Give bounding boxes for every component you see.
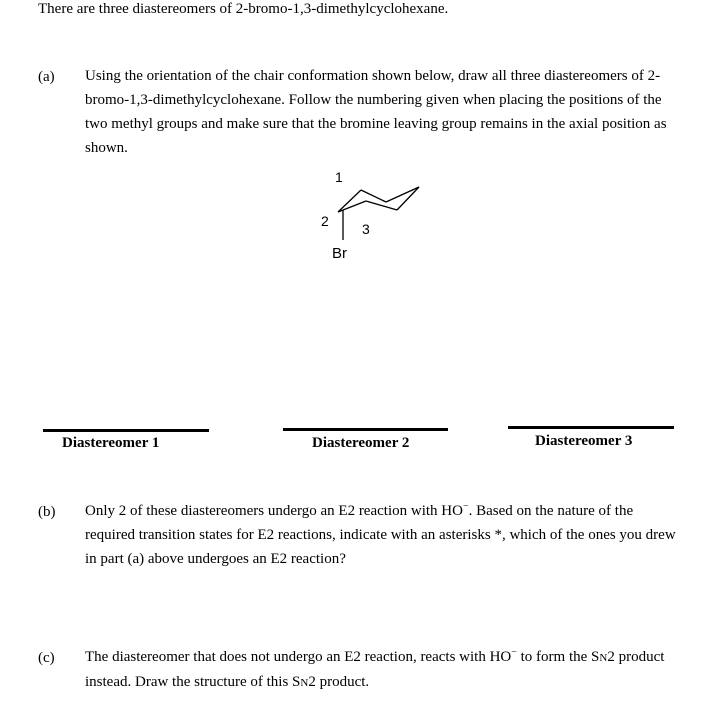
carbon-3-label: 3 <box>362 221 370 237</box>
part-c-text-1: The diastereomer that does not undergo an E2 reaction, reacts with HO <box>85 649 512 665</box>
diastereomer-3-label: Diastereomer 3 <box>535 433 633 449</box>
hydroxide-charge: − <box>511 647 517 658</box>
ring-bond <box>338 201 366 212</box>
part-b-text-2: . Based on the nature of the required transition states for E2 reactions, indicate with an asterisks *, which of the ones you drew in part (a) above undergoes an E2 reaction? <box>85 503 676 567</box>
bromine-label: Br <box>332 245 347 262</box>
sn2-subscript: N <box>599 652 608 664</box>
ring-bond <box>338 190 361 212</box>
ring-bond <box>397 187 419 210</box>
ring-bond <box>366 201 397 210</box>
diastereomer-3-answer-line <box>508 426 674 429</box>
chair-conformation-diagram <box>310 165 430 265</box>
diastereomer-1-label: Diastereomer 1 <box>62 435 160 451</box>
ring-bond <box>361 190 386 202</box>
diastereomer-1-answer-line <box>43 429 209 432</box>
part-c-text-3: 2 product instead. Draw the structure of this S <box>85 649 665 690</box>
intro-text: There are three diastereomers of 2-bromo-1,3-dimethylcyclohexane. <box>38 1 449 17</box>
part-b-text-1: Only 2 of these diastereomers undergo an E2 reaction with HO <box>85 503 463 519</box>
part-c-text-4: 2 product. <box>308 674 370 690</box>
diastereomer-2-label: Diastereomer 2 <box>312 435 410 451</box>
chair-ring <box>338 187 419 240</box>
part-a-label: (a) <box>38 69 55 85</box>
part-b-text <box>85 499 685 571</box>
carbon-1-label: 1 <box>335 169 343 185</box>
hydroxide-charge: − <box>462 501 469 512</box>
part-a-text: Using the orientation of the chair conformation shown below, draw all three diastereomers of 2-bromo-1,3-dimethylcyclohexane. Follow the numbering given when placing the positions of the two methyl groups and make sure that the bromine leaving group remains in the axial position as shown. <box>85 68 667 156</box>
part-c-text <box>85 645 685 695</box>
sn2-subscript: N <box>300 677 309 689</box>
part-c-text-2: to form the S <box>516 649 600 665</box>
part-b-label: (b) <box>38 504 56 520</box>
carbon-2-label: 2 <box>321 213 329 229</box>
diastereomer-2-answer-line <box>283 428 448 431</box>
ring-bond <box>386 187 419 202</box>
part-c-label: (c) <box>38 650 55 666</box>
